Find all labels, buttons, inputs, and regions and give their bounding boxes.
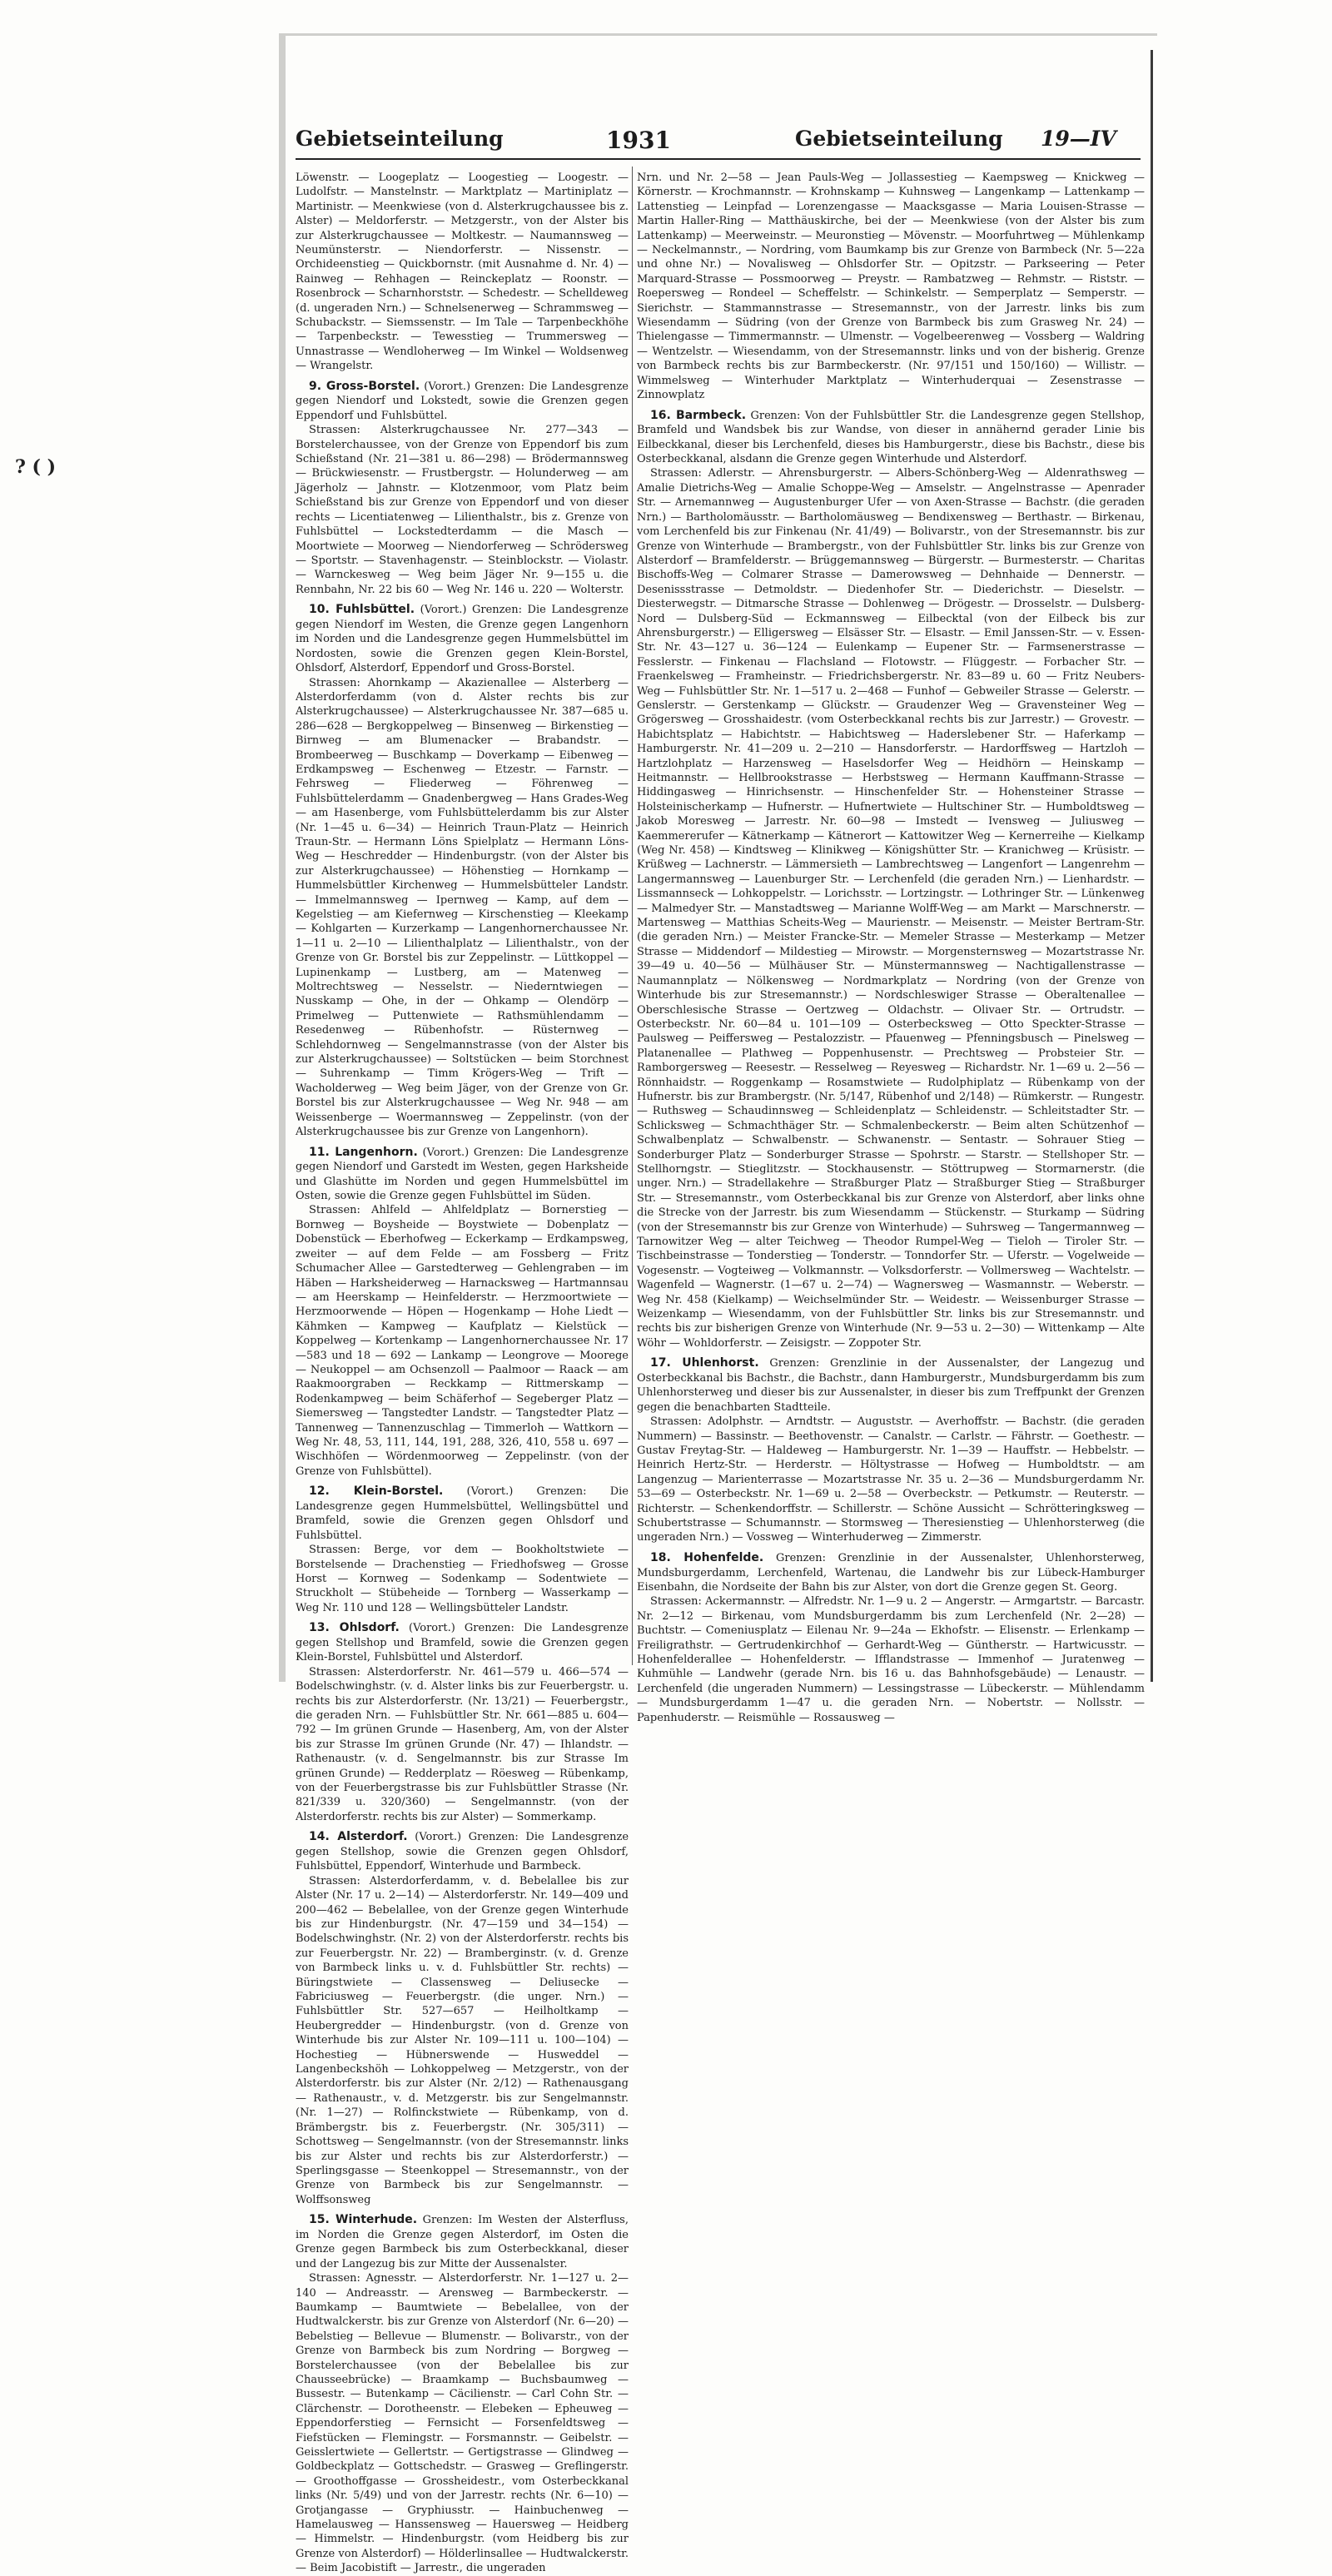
margin-mark: ? ( ) [15, 456, 57, 478]
district-title: 9. Gross-Borstel. [309, 379, 420, 393]
district-strassen: Strassen: Adlerstr. — Ahrensburgerstr. — Albers-Schönberg-Weg — Aldenrathsweg — Amalie Dietrichs-Weg — Amalie Schoppe-Weg — Amselstr. — Angelnstrasse — Apenrader Str. — Arnemannweg — Augustenburger Ufer — von Axen-Strasse — Bachstr. (die geraden Nrn.) — Bartholomäusstr. — Bartholomäusweg — Bendixensweg — Berthastr. — Birkenau, vom Lerchenfeld bis zur Finkenau (Nr. 41/49) — Bolivarstr., von der Stresemannstr. bis zur Grenze von Winterhude — Brambergstr., von der Fuhlsbüttler Str. links bis zur Grenze von Alsterdorf — Bramfelderstr. — Brüggemannsweg — Bürgerstr. — Burmesterstr. — Charitas Bischoffs-Weg — Colmarer Strasse — Damerowsweg — Dehnhaide — Dennerstr. — Desenissstrasse — Detmoldstr. — Diedenhofer Str. — Diederichstr. — Dieselstr. — Diesterwegstr. — Ditmarsche Strasse — Dohlenweg — Drögestr. — Drosselstr. — Dulsberg-Nord — Dulsberg-Süd — Eckmannsweg — Eilbecktal (von der Eilbeck bis zur Ahrensburgerstr.) — Elligersweg — Elsässer Str. — Elsastr. — Emil Janssen-Str. — v. Essen-Str. Nr. 43—127 u. 36—124 — Eulenkamp — Eupener Str. — Farmsenerstrasse — Fesslerstr. — Finkenau — Flachsland — Flotowstr. — Flüggestr. — Forbacher Str. — Fraenkelsweg — Framheinstr. — Friedrichsbergerstr. Nr. 83—89 u. 60 — Fritz Neubers-Weg — Fuhlsbüttler Str. Nr. 1—517 u. 2—468 — Funhof — Gebweiler Strasse — Gelerstr. — Genslerstr. — Gerstenkamp — Glückstr. — Graudenzer Weg — Gravensteiner Weg — Grögersweg — Grosshaidestr. (vom Osterbeckkanal rechts bis zur Jarrestr.) — Grovestr. — Habichtsplatz — Habichtstr. — Habichtsweg — Haderslebener Str. — Haferkamp — Hamburgerstr. Nr. 41—209 u. 2—210 — Hansdorferstr. — Hardorffsweg — Hartzloh — Hartzlohplatz — Harzensweg — Haselsdorfer Weg — Heidhörn — Heinskamp — Heitmannstr. — Hellbrookstrasse — Herbstsweg — Hermann Kauffmann-Strasse — Hiddingasweg — Hinrichsenstr. — Hinschenfelder Str. — Hohensteiner Strasse — Holsteinischerkamp — Hufnerstr. — Hufnertwiete — Hultschiner Str. — Humboldtsweg — Jakob Moresweg — Jarrestr. Nr. 60—98 — Imstedt — Ivensweg — Juliusweg — Kaemmererufer — Kätnerkamp — Kätnerort — Kattowitzer Weg — Kernerreihe — Kielkamp (Weg Nr. 458) — Kindtsweg — Klinikweg — Königshütter Str. — Kranichweg — Krüsistr. — Krüßweg — Lachnerstr. — Lämmersieth — Lambrechtsweg — Langenfort — Langenrehm — Langermannsweg — Lauenburger Str. — Lerchenfeld (die geraden Nrn.) — Lienhardstr. — Lissmannseck — Lohkoppelstr. — Lorichsstr. — Lortzingstr. — Lothringer Str. — Lünkenweg — Malmedyer Str. — Manstadtsweg — Marianne Wolff-Weg — am Markt — Marschnerstr. — Martensweg — Matthias Scheits-Weg — Maurienstr. — Meisenstr. — Meister Bertram-Str. (die geraden Nrn.) — Meister Francke-Str. — Memeler Strasse — Mesterkamp — Metzer Strasse — Middendorf — Mildestieg — Mirowstr. — Morgensternsweg — Mozartstrasse Nr. 39—49 u. 40—56 — Mülhäuser Str. — Münstermannsweg — Nachtigallenstrasse — Naumannplatz — Nölkensweg — Nordmarkplatz — Nordring (von der Grenze von Winterhude bis zur Stresemannstr.) — Nordschleswiger Strasse — Oberaltenallee — Oberschlesische Strasse — Oertzweg — Oldachstr. — Olivaer Str. — Ortrudstr. — Osterbeckstr. Nr. 60—84 u. 101—109 — Osterbecksweg — Otto Speckter-Strasse — Paulsweg — Peiffersweg — Pestalozzistr. — Pfauenweg — Pfenningsbusch — Pinelsweg — Platanenallee — Plathweg — Poppenhusenstr. — Prechtsweg — Probsteier Str. — Ramborgersweg — Reesestr. — Resselweg — Reyesweg — Richardstr. Nr. 1—69 u. 2—56 — Rönnhaidstr. — Roggenkamp — Rosamstwiete — Rudolphiplatz — Rübenkamp von der Hufnerstr. bis zur Brambergstr. (Nr. 5/147, Rübenhof und 2/148) — Rümkerstr. — Rungestr. — Ruthsweg — Schaudinnsweg — Schleidenplatz — Schleidenstr. — Schleitstadter Str. — Schlicksweg — Schmachthäger Str. — Schmalenbeckerstr. — Beim alten Schützenhof — Schwalbenplatz — Schwalbenstr. — Schwanenstr. — Sentastr. — Sohrauer Stieg — Sonderburger Platz — Sonderburger Strasse — Spohrstr. — Starstr. — Stellshoper Str. — Stellhorngstr. — Stieglitzstr. — Stockhausenstr. — Stöttrupweg — Stormarnerstr. (die unger. Nrn.) — Stradellakehre — Straßburger Platz — Straßburger Stieg — Straßburger Str. — Stresemannstr., vom Osterbeckkanal bis zur Grenze von Alsterdorf, aber links ohne die Strecke von der Jarrestr. bis zum Wiesendamm — Stückenstr. — Sturkamp — Südring (von der Stresemannstr bis zur Grenze von Winterhude) — Suhrsweg — Tangermannweg — Tarnowitzer Weg — alter Teichweg — Theodor Rumpel-Weg — Tieloh — Tiroler Str. — Tischbeinstrasse — Tonderstieg — Tonderstr. — Tonndorfer Str. — Uferstr. — Vogelweide — Vogesenstr. — Vogteiweg — Volkmannstr. — Volksdorferstr. — Vollmersweg — Wachtelstr. — Wagenfeld — Wagnerstr. (1—67 u. 2—74) — Wagnersweg — Wasmannstr. — Weberstr. — Weg Nr. 458 (Kielkamp) — Weichselmünder Str. — Weidestr. — Weissenburger Strasse — Weizenkamp — Wiesendamm, von der Fuhlsbüttler Str. links bis zur Stresemannstr. und rechts bis zur bisherigen Grenze von Winterhude (Nr. 9—53 u. 2—30) — Wittenkamp — Alte Wöhr — Wohldorferstr. — Zeisigstr. — Zoppoter Str. [637, 467, 1145, 1350]
left-column [296, 171, 629, 2575]
district-klein-borstel [296, 1484, 629, 1615]
district-grenzen [637, 408, 1145, 467]
district-title: 12. Klein-Borstel. [309, 1484, 444, 1499]
district-title: 16. Barmbeck. [650, 408, 747, 422]
header-year: 1931 [606, 127, 671, 154]
district-grenzen [637, 1550, 1145, 1595]
district-fuhlsbuettel [296, 602, 629, 1139]
district-title: 13. Ohlsdorf. [309, 1621, 400, 1635]
right-column [637, 171, 1145, 1724]
district-strassen: Strassen: Alsterkrugchaussee Nr. 277—343 — Borstelerchaussee, von der Grenze von Eppendorf bis zum Schießstand (Nr. 21—381 u. 86—298) — Brödermannsweg — Brückwiesenstr. — Frustbergstr. — Holunderweg — am Jägerholz — Jahnstr. — Klotzenmoor, vom Platz beim Schießstand bis zur Grenze von Eppendorf und von dieser rechts — Licentiatenweg — Lilienthalstr., bis z. Grenze von Fuhlsbüttel — Lockstedterdamm — die Masch — Moortwiete — Moorweg — Niendorferweg — Schrödersweg — Sportstr. — Stavenhagenstr. — Steinblockstr. — Violastr. — Warnckesweg — Weg beim Jäger Nr. 9—155 u. die Rennbahn, Nr. 22 bis 60 — Weg Nr. 146 u. 220 — Wolterstr. [296, 424, 629, 596]
district-grenzen [296, 1829, 629, 1874]
district-ohlsdorf [296, 1620, 629, 1824]
district-barmbeck [637, 408, 1145, 1351]
district-grenzen [296, 1484, 629, 1543]
district-winterhude [296, 2212, 629, 2576]
district-strassen: Strassen: Agnesstr. — Alsterdorferstr. Nr. 1—127 u. 2—140 — Andreasstr. — Arensweg — Barmbeckerstr. — Baumkamp — Baumtwiete — Bebelallee, von der Hudtwalckerstr. bis zur Grenze von Alsterdorf (Nr. 6—20) — Bebelstieg — Bellevue — Blumenstr. — Bolivarstr., von der Grenze von Barmbeck bis zum Nordring — Borgweg — Borstelerchaussee (von der Bebelallee bis zur Chausseebrücke) — Braamkamp — Buchsbaumweg — Bussestr. — Butenkamp — Cäcilienstr. — Carl Cohn Str. — Clärchenstr. — Dorotheenstr. — Elebeken — Epheuweg — Eppendorferstieg — Fernsicht — Forsenfeldtsweg — Fiefstücken — Flemingstr. — Forsmannstr. — Geibelstr. — Geisslertwiete — Gellertstr. — Gertigstrasse — Glindweg — Goldbeckplatz — Gottschedstr. — Grasweg — Greflingerstr. — Groothoffgasse — Grossheidestr., vom Osterbeckkanal links (Nr. 5/49) und von der Jarrestr. rechts (Nr. 6—10) — Grotjangasse — Gryphiusstr. — Hainbuchenweg — Hamelausweg — Hanssensweg — Hauersweg — Heidberg — Himmelstr. — Hindenburgstr. (vom Heidberg bis zur Grenze von Alsterdorf) — Hölderlinsallee — Hudtwalckerstr. — Beim Jacobistift — Jarrestr., die ungeraden [296, 2272, 629, 2575]
right-intro [637, 171, 1145, 403]
district-strassen: Strassen: Ahlfeld — Ahlfeldplatz — Bornerstieg — Bornweg — Boysheide — Boystwiete — Dobenplatz — Dobenstück — Eberhofweg — Eckerkamp — Erdkampsweg, zweiter — auf dem Felde — am Fossberg — Fritz Schumacher Allee — Garstedterweg — Gehlengraben — im Häben — Harksheiderweg — Harnacksweg — Hartmannsau — am Heerskamp — Heinfelderstr. — Herzmoortwiete — Herzmoorwende — Höpen — Hogenkamp — Hohe Liedt — Kähmken — Kampweg — Kaufplatz — Kielstück — Koppelweg — Kortenkamp — Langenhornerchaussee Nr. 17—583 und 18 — 692 — Lankamp — Leongrove — Moorege — Neukoppel — am Ochsenzoll — Paalmoor — Raack — am Raakmoorgraben — Reckkamp — Rittmerskamp — Rodenkampweg — beim Schäferhof — Segeberger Platz — Siemersweg — Tangstedter Landstr. — Tangstedter Platz — Tannenweg — Tannenzuschlag — Timmerloh — Wattkorn — Weg Nr. 48, 53, 111, 144, 191, 288, 326, 410, 558 u. 697 — Wischhöfen — Wördenmoorweg — Zeppelinstr. (von der Grenze von Fuhlsbüttel). [296, 1204, 629, 1478]
district-grenzen-text: (Vorort.) Grenzen: Die Landesgrenze gegen Stellshop und Bramfeld, sowie die Grenzen gegen Klein-Borstel, Fuhlsbüttel und Alsterdorf. [296, 1622, 629, 1664]
district-title: 11. Langenhorn. [309, 1145, 418, 1159]
district-grenzen-text: (Vorort.) Grenzen: Die Landesgrenze gegen Stellshop, sowie die Grenzen gegen Ohlsdorf, Fuhlsbüttel, Eppendorf, Winterhude und Barmbeck. [296, 1831, 629, 1873]
district-langenhorn [296, 1145, 629, 1479]
intro-text: Nrn. und Nr. 2—58 — Jean Pauls-Weg — Jollassestieg — Kaempsweg — Knickweg — Körnerstr. — Krochmannstr. — Krohnskamp — Kuhnsweg — Langenkamp — Lattenkamp — Lattenstieg — Leinpfad — Lorenzengasse — Maacksgasse — Maria Louisen-Strasse — Martin Haller-Ring — Matthäuskirche, bei der — Meenkwiese (von der Alster bis zum Lattenkamp) — Meerweinstr. — Meuronstieg — Mövenstr. — Moorfuhrtweg — Mühlenkamp — Neckelmannstr., — Nordring, vom Baumkamp bis zur Grenze von Barmbeck (Nr. 5—22a und ohne Nr.) — Novalisweg — Ohlsdorfer Str. — Opitzstr. — Parkseering — Peter Marquard-Strasse — Possmoorweg — Preystr. — Rambatzweg — Rehmstr. — Riststr. — Roepersweg — Rondeel — Scheffelstr. — Schinkelstr. — Semperplatz — Semperstr. — Sierichstr. — Stammannstrasse — Stresemannstr., von der Jarrestr. links bis zum Wiesendamm — Südring (von der Grenze von Barmbeck bis zum Grasweg Nr. 24) — Thielengasse — Timmermannstr. — Ulmenstr. — Vogelbeerenweg — Vossberg — Waldring — Wentzelstr. — Wiesendamm, von der Stresemannstr. links und von der bisherig. Grenze von Barmbeck rechts bis zur Barmbeckerstr. (Nr. 97/151 und 150/160) — Willistr. — Wimmelsweg — Winterhuder Marktplatz — Winterhuderquai — Zesenstrasse — Zinnowplatz [637, 172, 1145, 402]
district-strassen: Strassen: Berge, vor dem — Bookholtstwiete — Borstelsende — Drachenstieg — Friedhofsweg — Grosse Horst — Kornweg — Sodenkamp — Sodentwiete — Struckholt — Stübeheide — Tornberg — Wasserkamp — Weg Nr. 110 und 128 — Wellingsbütteler Landstr. [296, 1544, 629, 1614]
page-header [296, 125, 1141, 160]
district-gross-borstel [296, 379, 629, 597]
district-strassen: Strassen: Ahornkamp — Akazienallee — Alsterberg — Alsterdorferdamm (von d. Alster rechts bis zur Alsterkrugchaussee) — Alsterkrugchaussee Nr. 387—685 u. 286—628 — Bergkoppelweg — Binsenweg — Birkenstieg — Birnweg — am Blumenacker — Brabandstr. — Brombeerweg — Buschkamp — Doverkamp — Eibenweg — Erdkampsweg — Eschenweg — Etzestr. — Farnstr. — Fehrsweg — Fliederweg — Föhrenweg — Fuhlsbüttelerdamm — Gnadenbergweg — Hans Grades-Weg — am Hasenberge, vom Fuhlsbüttelerdamm bis zur Alster (Nr. 1—45 u. 6—34) — Heinrich Traun-Platz — Heinrich Traun-Str. — Hermann Löns Spielplatz — Hermann Löns-Weg — Heschredder — Hindenburgstr. (von der Alster bis zur Alsterkrugchaussee) — Höhenstieg — Hornkamp — Hummelsbüttler Kirchenweg — Hummelsbütteler Landstr. — Immelmannsweg — Ipernweg — Kamp, auf dem — Kegelstieg — am Kiefernweg — Kirschenstieg — Kleekamp — Kohlgarten — Kurzerkamp — Langenhornerchaussee Nr. 1—11 u. 2—10 — Lilienthalplatz — Lilienthalstr., von der Grenze von Gr. Borstel bis zur Zeppelinstr. — Lüttkoppel — Lupinenkamp — Lustberg, am — Matenweg — Moltrechtsweg — Nesselstr. — Niederntwiegen — Nusskamp — Ohe, in der — Ohkamp — Olendörp — Primelweg — Puttenwiete — Rathsmühlendamm — Resedenweg — Rübenhofstr. — Rüsternweg — Schlehdornweg — Sengelmannstrasse (von der Alster bis zur Alsterkrugchaussee) — Soltstücken — beim Storchnest — Suhrenkamp — Timm Krögers-Weg — Trift — Wacholderweg — Weg beim Jäger, von der Grenze von Gr. Borstel bis zur Alsterkrugchaussee — Weg Nr. 948 — am Weissenberge — Woermannsweg — Zeppelinstr. (von der Alsterkrugchaussee bis zur Grenze von Langenhorn). [296, 676, 629, 1139]
header-left-title: Gebietseinteilung [296, 127, 504, 151]
left-intro [296, 171, 629, 374]
district-grenzen [296, 1620, 629, 1665]
district-strassen: Strassen: Alsterdorferstr. Nr. 461—579 u. 466—574 — Bodelschwinghstr. (v. d. Alster links bis zur Feuerbergstr. u. rechts bis zur Alsterdorferstr. (Nr. 13/21) — Feuerbergstr., die geraden Nrn. — Fuhlsbüttler Str. Nr. 661—885 u. 604—792 — Im grünen Grunde — Hasenberg, Am, von der Alster bis zur Strasse Im grünen Grunde (Nr. 47) — Ihlandstr. — Rathenaustr. (v. d. Sengelmannstr. bis zur Strasse Im grünen Grunde) — Redderplatz — Röesweg — Rübenkamp, von der Feuerbergstrasse bis zur Fuhlsbüttler Strasse (Nr. 821/339 u. 320/360) — Sengelmannstr. (von der Alsterdorferstr. rechts bis zur Alster) — Sommerkamp. [296, 1665, 629, 1823]
district-strassen: Strassen: Alsterdorferdamm, v. d. Bebelallee bis zur Alster (Nr. 17 u. 2—14) — Alsterdorferstr. Nr. 149—409 und 200—462 — Bebelallee, von der Grenze gegen Winterhude bis zur Hindenburgstr. (Nr. 47—159 und 34—154) — Bodelschwinghstr. (Nr. 2) von der Alsterdorferstr. rechts bis zur Feuerbergstr. Nr. 22) — Bramberginstr. (v. d. Grenze von Barmbeck links u. v. d. Fuhlsbüttler Str. rechts) — Büringstwiete — Classensweg — Deliusecke — Fabriciusweg — Feuerbergstr. (die unger. Nrn.) — Fuhlsbüttler Str. 527—657 — Heilholtkamp — Heubergredder — Hindenburgstr. (von d. Grenze von Winterhude bis zur Alster Nr. 109—111 u. 100—104) — Hochestieg — Hübnerswende — Husweddel — Langenbeckshöh — Lohkoppelweg — Metzgerstr., von der Alsterdorferstr. bis zur Alster (Nr. 2/12) — Rathenausgang — Rathenaustr., v. d. Metzgerstr. bis zur Sengelmannstr. (Nr. 1—27) — Rolfinckstwiete — Rübenkamp, von d. Brämbergstr. bis z. Feuerbergstr. (Nr. 305/311) — Schottsweg — Sengelmannstr. (von der Stresemannstr. links bis zur Alster und rechts bis zur Alsterdorferstr.) — Sperlingsgasse — Steenkoppel — Stresemannstr., von der Grenze von Barmbeck bis zur Sengelmannstr. — Wolffsonsweg [296, 1874, 629, 2206]
district-grenzen-text: Grenzen: Grenzlinie in der Aussenalster, Uhlenhorsterweg, Mundsburgerdamm, Lerchenfeld, Wartenau, die Landwehr bis zur Lübeck-Hamburger Eisenbahn, die Nordseite der Bahn bis zur Alster, von dort die Grenze gegen St. Georg. [637, 1551, 1145, 1594]
column-divider [632, 167, 633, 1665]
district-title: 14. Alsterdorf. [309, 1830, 408, 1844]
district-grenzen-text: (Vorort.) Grenzen: Die Landesgrenze gegen Niendorf und Garstedt im Westen, gegen Harksheide und Glashütte im Norden und gegen Hummelsbüttel im Osten, sowie die Grenze gegen Fuhlsbüttel im Süden. [296, 1146, 629, 1203]
district-title: 15. Winterhude. [309, 2213, 418, 2227]
district-title: 10. Fuhlsbüttel. [309, 603, 415, 617]
district-grenzen-text: Grenzen: Grenzlinie in der Aussenalster, der Langezug und Osterbeckkanal bis Bachstr., die Bachstr., dann Hamburgerstr., Mundsburgerdamm bis zum Uhlenhorsterweg und dieser bis zur Aussenalster, in dieser bis zum Treffpunkt der Grenzen gegen die benachbarten Stadtteile. [637, 1357, 1145, 1414]
district-strassen: Strassen: Adolphstr. — Arndtstr. — Auguststr. — Averhoffstr. — Bachstr. (die geraden Nummern) — Bassinstr. — Beethovenstr. — Canalstr. — Carlstr. — Fährstr. — Goethestr. — Gustav Freytag-Str. — Haldeweg — Hamburgerstr. Nr. 1—39 — Hauffstr. — Hebbelstr. — Heinrich Hertz-Str. — Herderstr. — Höltystrasse — Hofweg — Humboldtstr. — am Langenzug — Marienterrasse — Mozartstrasse Nr. 35 u. 2—36 — Mundsburgerdamm Nr. 53—69 — Osterbeckstr. Nr. 1—69 u. 2—58 — Overbeckstr. — Petkumstr. — Reuterstr. — Richterstr. — Schenkendorffstr. — Schillerstr. — Schöne Aussicht — Schrötteringksweg — Schubertstrasse — Schumannstr. — Stormsweg — Theresienstieg — Uhlenhorsterweg (die ungeraden Nrn.) — Vossweg — Winterhuderweg — Zimmerstr. [637, 1415, 1145, 1544]
district-grenzen [296, 602, 629, 675]
page-edge-left [279, 33, 286, 1682]
header-right-title: Gebietseinteilung [795, 127, 1003, 151]
district-grenzen-text: (Vorort.) Grenzen: Die Landesgrenze gegen Niendorf und Lokstedt, sowie die Grenzen gegen Eppendorf und Fuhlsbüttel. [296, 380, 629, 422]
district-grenzen-text: (Vorort.) Grenzen: Die Landesgrenze gegen Hummelsbüttel, Wellingsbüttel und Bramfeld, sowie die Grenzen gegen Ohlsdorf und Fuhlsbüttel. [296, 1485, 629, 1542]
district-grenzen-text: (Vorort.) Grenzen: Die Landesgrenze gegen Niendorf im Westen, die Grenze gegen Langenhorn im Norden und die Landesgrenze gegen Hummelsbüttel im Nordosten, sowie die Grenzen gegen Klein-Borstel, Ohlsdorf, Alsterdorf, Eppendorf und Gross-Borstel. [296, 604, 629, 675]
district-title: 17. Uhlenhorst. [650, 1356, 759, 1370]
district-grenzen-text: Grenzen: Von der Fuhlsbüttler Str. die Landesgrenze gegen Stellshop, Bramfeld und Wandsbek bis zur Wandse, von dieser in annähernd gerader Linie bis Eilbeckkanal, dieser bis Lerchenfeld, dieses bis Hamburgerstr., diese bis Bachstr., diese bis Osterbeckkanal, alsdann die Grenze gegen Winterhude und Alsterdorf. [637, 409, 1145, 466]
district-grenzen-text: Grenzen: Im Westen der Alsterfluss, im Norden die Grenze gegen Alsterdorf, im Osten die Grenze gegen Barmbeck bis zum Osterbeckkanal, dieser und der Langezug bis zur Mitte der Aussenalster. [296, 2214, 629, 2270]
page-number: 19—IV [1041, 127, 1116, 151]
district-title: 18. Hohenfelde. [650, 1550, 764, 1564]
district-grenzen [296, 1145, 629, 1204]
page-edge-top [283, 33, 1157, 36]
district-uhlenhorst [637, 1355, 1145, 1545]
district-strassen: Strassen: Ackermannstr. — Alfredstr. Nr. 1—9 u. 2 — Angerstr. — Armgartstr. — Barcastr. Nr. 2—12 — Birkenau, vom Mundsburgerdamm bis zum Lerchenfeld (Nr. 2—28) — Buchtstr. — Comeniusplatz — Eilenau Nr. 9—24a — Ekhofstr. — Elisenstr. — Erlenkamp — Freiligrathstr. — Gertrudenkirchhof — Gerhardt-Weg — Güntherstr. — Hartwicusstr. — Hohenfelderallee — Hohenfelderstr. — Ifflandstrasse — Immenhof — Juratenweg — Kuhmühle — Landwehr (gerade Nrn. bis 16 u. das Bahnhofsgebäude) — Lenaustr. — Lerchenfeld (die ungeraden Nummern) — Lessingstrasse — Lübeckerstr. — Mühlendamm — Mundsburgerdamm 1—47 u. die geraden Nrn. — Nobertstr. — Nollsstr. — Papenhuderstr. — Reismühle — Rossausweg — [637, 1595, 1145, 1724]
district-hohenfelde [637, 1550, 1145, 1725]
district-grenzen [296, 2212, 629, 2271]
district-alsterdorf [296, 1829, 629, 2207]
district-grenzen [637, 1355, 1145, 1415]
intro-text: Löwenstr. — Loogeplatz — Loogestieg — Loogestr. — Ludolfstr. — Manstelnstr. — Marktplatz — Martiniplatz — Martinistr. — Meenkwiese (von d. Alsterkrugchaussee bis z. Alster) — Meldorferstr. — Metzgerstr., von der Alster bis zur Alsterkrugchaussee — Moltkestr. — Naumannsweg — Neumünsterstr. — Niendorferstr. — Nissenstr. — Orchideenstieg — Quickbornstr. (mit Ausnahme d. Nr. 4) — Rainweg — Rehhagen — Reinckeplatz — Roonstr. — Rosenbrock — Scharnhorststr. — Schedestr. — Schelldeweg (d. ungeraden Nrn.) — Schnelsenerweg — Schrammsweg — Schubackstr. — Siemssenstr. — Im Tale — Tarpenbeckhöhe — Tarpenbeckstr. — Tewesstieg — Trummersweg — Unnastrasse — Wendloherweg — Im Winkel — Woldsenweg — Wrangelstr. [296, 172, 629, 373]
page-edge-right [1151, 50, 1153, 1682]
district-grenzen [296, 379, 629, 424]
